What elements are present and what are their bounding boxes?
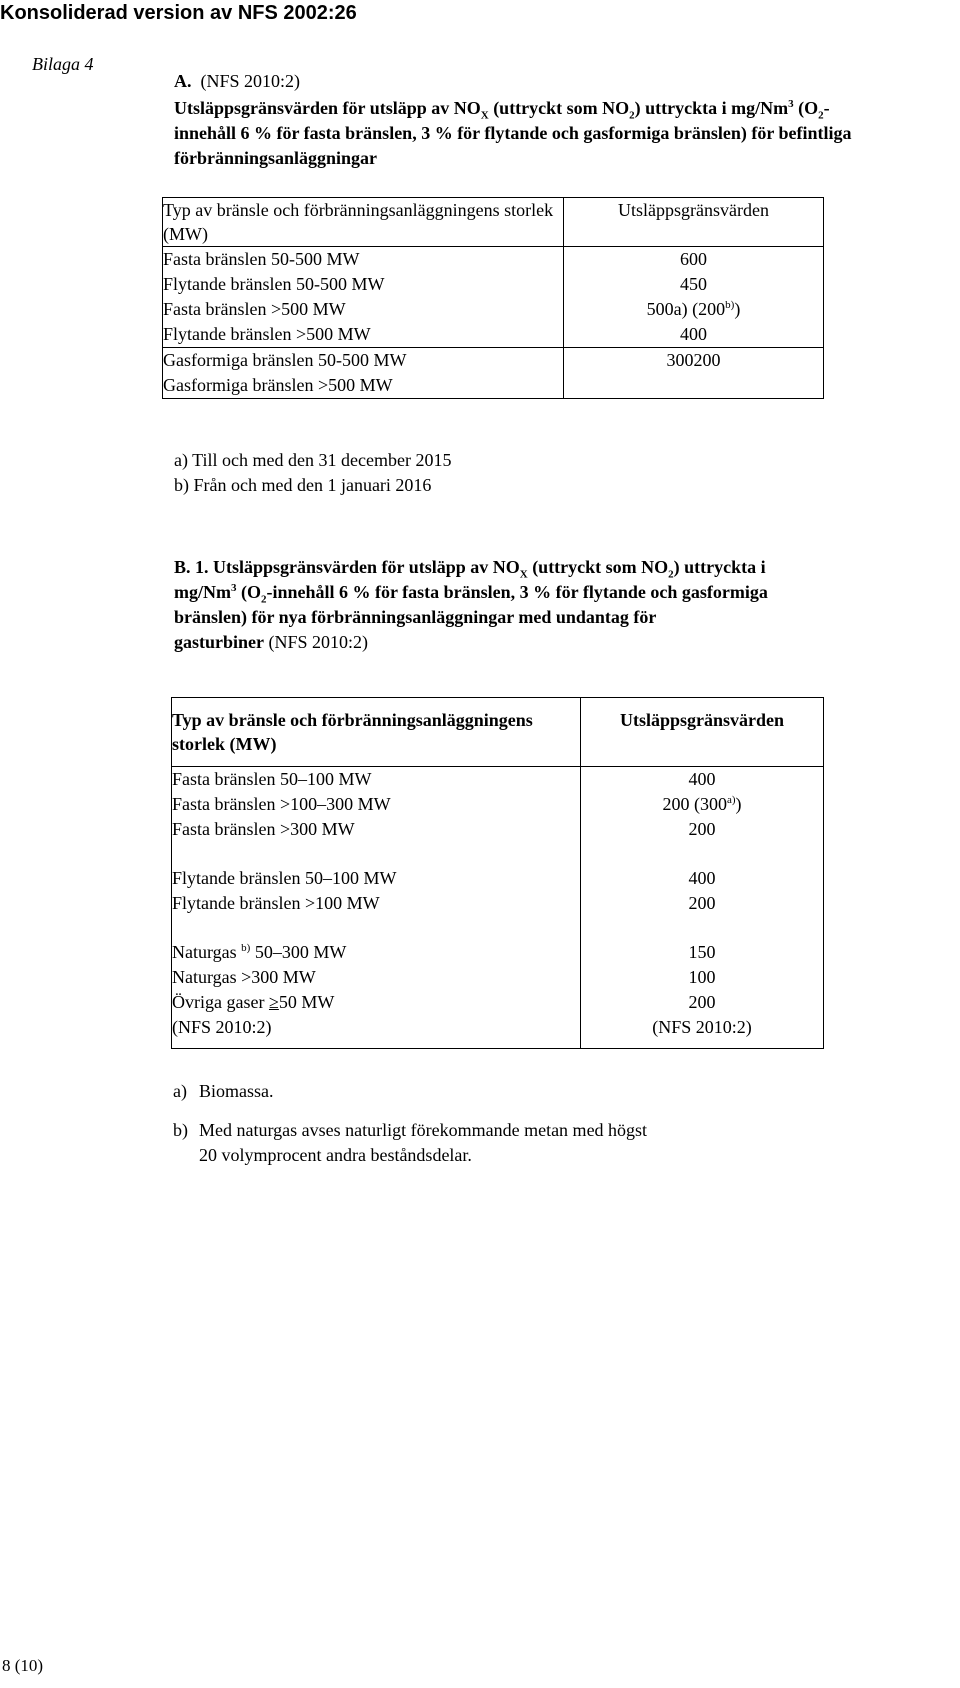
limit-value: 100 <box>688 967 716 987</box>
section-b-title-line1: B. 1. Utsläppsgränsvärden för utsläpp av $NO_X$ (uttryckt som $NO_2$) uttryckta i <box>174 557 766 581</box>
limit-value: 400 <box>680 324 707 344</box>
table-header-row <box>172 698 824 767</box>
emission-limits-table-existing <box>162 197 824 399</box>
fuel-type: Gasformiga bränslen 50-500 MW <box>163 350 407 370</box>
limit-value-cell <box>581 767 824 1049</box>
limit-value: (NFS 2010:2) <box>652 1017 752 1037</box>
limit-value: 400 <box>688 769 716 789</box>
fuel-type-cell <box>172 767 581 1049</box>
column-header-limit-values: Utsläppsgränsvärden <box>581 698 824 767</box>
fuel-type: Naturgas $^{b)}$ 50–300 MW <box>172 942 347 962</box>
fuel-type: Naturgas >300 MW <box>172 967 316 987</box>
fuel-type: Fasta bränslen >300 MW <box>172 819 355 839</box>
limit-value: 450 <box>680 274 707 294</box>
footnote: b) Med naturgas avses naturligt förekommande metan med högst <box>173 1120 648 1140</box>
fuel-type: Övriga gaser ≥50 MW <box>172 992 335 1012</box>
table-row <box>172 767 824 1049</box>
document-header-title: Konsoliderad version av NFS 2002:26 <box>0 2 357 24</box>
limit-value: 200 <box>688 992 716 1012</box>
section-a-ref-line <box>174 69 300 93</box>
table-a-notes <box>174 448 451 498</box>
limit-value: 400 <box>688 868 716 888</box>
limit-value: 300200 <box>666 350 721 370</box>
section-a-title-line2: innehåll 6 % för fasta bränslen, 3 % för flytande och gasformiga bränslen) för befintliga <box>174 123 852 143</box>
note-line: b) Från och med den 1 januari 2016 <box>174 475 432 495</box>
fuel-type: (NFS 2010:2) <box>172 1017 272 1037</box>
limit-value: 200 <box>688 893 716 913</box>
appendix-label: Bilaga 4 <box>32 54 94 74</box>
limit-value: 200 <box>688 819 716 839</box>
limit-value: 600 <box>680 249 707 269</box>
limit-value: 500a) (200$^{b)}$) <box>646 299 741 319</box>
fuel-type-cell <box>163 348 564 399</box>
limit-value: 200 (300$^{a)}$) <box>662 794 742 814</box>
table-row <box>163 247 824 348</box>
emission-limits-table-new <box>171 697 824 1049</box>
table-header-row <box>163 198 824 247</box>
page-number: 8 (10) <box>2 1656 44 1675</box>
fuel-type: Flytande bränslen >100 MW <box>172 893 380 913</box>
section-a-ref: (NFS 2010:2) <box>200 71 301 91</box>
section-b-title-line2: mg/Nm$^3$ ($O_2$-innehåll 6 % för fasta bränslen, 3 % för flytande och gasformiga <box>174 582 768 606</box>
limit-value: 150 <box>688 942 716 962</box>
section-b-title-line4: gasturbiner (NFS 2010:2) <box>174 632 369 652</box>
table-row <box>163 348 824 399</box>
fuel-type: Fasta bränslen >100–300 MW <box>172 794 391 814</box>
footnote-continuation: 20 volymprocent andra beståndsdelar. <box>199 1145 472 1165</box>
section-a-title-line3: förbränningsanläggningar <box>174 148 378 168</box>
fuel-type: Flytande bränslen 50–100 MW <box>172 868 397 888</box>
limit-value-cell <box>564 348 824 399</box>
section-a-title-line1: Utsläppsgränsvärden för utsläpp av $NO_X$ (uttryckt som $NO_2$) uttryckta i mg/Nm$^3$ ($O_2-$ <box>174 98 830 122</box>
note-line: a) Till och med den 31 december 2015 <box>174 450 452 470</box>
fuel-type: Gasformiga bränslen >500 MW <box>163 375 393 395</box>
limit-value-cell <box>564 247 824 348</box>
fuel-type: Flytande bränslen >500 MW <box>163 324 371 344</box>
column-header-fuel-type: Typ av bränsle och förbränningsanläggningens storlek (MW) <box>172 698 581 767</box>
table-b-footnotes <box>173 1079 647 1168</box>
section-b-title-line3: bränslen) för nya förbränningsanläggningar med undantag för <box>174 607 657 627</box>
column-header-fuel-type: Typ av bränsle och förbränningsanläggningens storlek (MW) <box>163 198 564 247</box>
fuel-type: Fasta bränslen >500 MW <box>163 299 346 319</box>
fuel-type: Fasta bränslen 50-500 MW <box>163 249 360 269</box>
fuel-type: Fasta bränslen 50–100 MW <box>172 769 372 789</box>
fuel-type-cell <box>163 247 564 348</box>
fuel-type: Flytande bränslen 50-500 MW <box>163 274 385 294</box>
section-a-label: A. <box>174 71 192 91</box>
column-header-limit-values: Utsläppsgränsvärden <box>564 198 824 247</box>
footnote: a) Biomassa. <box>173 1081 274 1101</box>
